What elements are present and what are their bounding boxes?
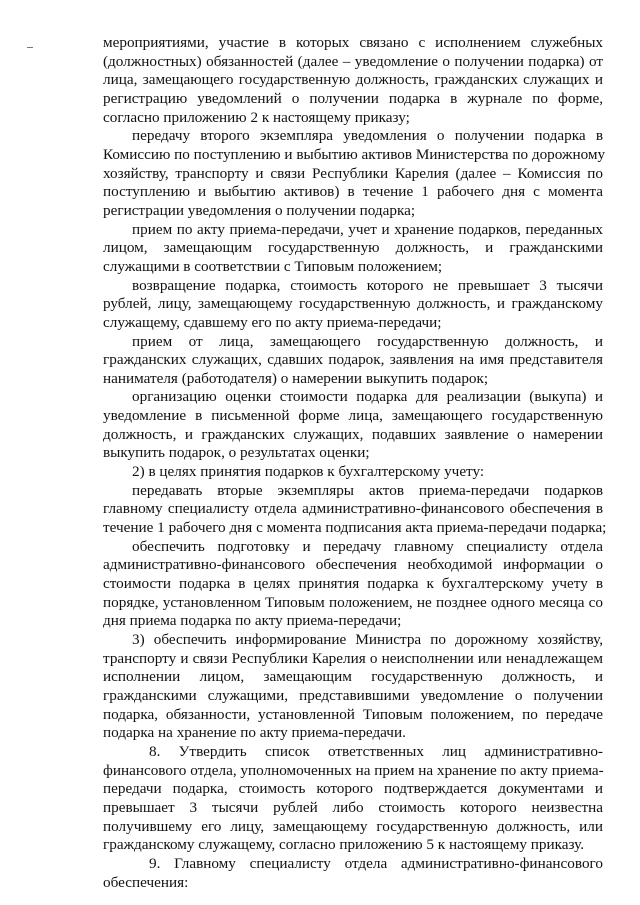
text-line: исполнении лицом, замещающим государственную должность, и xyxy=(103,668,603,686)
text-line: 2) в целях принятия подарков к бухгалтерскому учету: xyxy=(132,463,485,481)
text-line: (должностных) обязанностей (далее – уведомление о получении подарка) от xyxy=(103,52,603,70)
text-line: финансового отдела, уполномоченных на прием на хранение по акту приема- xyxy=(103,761,604,779)
text-line: нанимателя (работодателя) о намерении выкупить подарок; xyxy=(103,369,489,387)
text-line: главному специалисту отдела административно-финансового обеспечения в xyxy=(103,500,603,518)
text-line: стоимости подарка в целях принятия подарка к бухгалтерскому учету в xyxy=(103,575,603,593)
text-line: служащему, сдавшему его по акту приема-передачи; xyxy=(103,313,442,331)
text-line: гражданскими служащими, представившими уведомление о получении xyxy=(103,686,603,704)
text-line: передавать вторые экземпляры актов приема-передачи подарков xyxy=(132,481,603,499)
text-line: регистрации уведомления о получении подарка; xyxy=(103,201,416,219)
document-body xyxy=(103,34,607,892)
text-line: подарка, обязанности, установленной Типовым положением, по передаче xyxy=(103,705,603,723)
text-line: рублей, лицу, замещающему государственную должность, и гражданскому xyxy=(103,295,603,313)
text-line: поступлению и выбытию активов) в течение 1 рабочего дня с момента xyxy=(103,183,603,201)
text-line: дня приема подарка по акту приема-передачи; xyxy=(103,612,402,630)
text-line: согласно приложению 2 к настоящему приказу; xyxy=(103,108,410,126)
text-line: гражданскому служащему, согласно приложению 5 к настоящему приказу. xyxy=(103,836,585,854)
text-line: возвращение подарка, стоимость которого не превышает 3 тысячи xyxy=(132,276,603,294)
text-line: лицом, замещающим государственную должность, и гражданскими xyxy=(103,239,603,257)
text-line: мероприятиями, участие в которых связано с исполнением служебных xyxy=(103,34,603,51)
text-line: 8. Утвердить список ответственных лиц административно- xyxy=(149,742,603,760)
text-line: хозяйству, транспорту и связи Республики Карелия (далее – Комиссия по xyxy=(103,164,603,182)
text-line: служащими в соответствии с Типовым положением; xyxy=(103,257,443,275)
text-line: должность, и гражданских служащих, подавших заявление о намерении xyxy=(103,425,603,443)
text-line: превышает 3 тысячи рублей либо стоимость которого неизвестна xyxy=(103,798,603,816)
text-line: передачи подарка, стоимость которого подтверждается документами и xyxy=(103,780,603,798)
text-line: уведомление в письменной форме лица, замещающего государственную xyxy=(103,407,603,425)
text-line: течение 1 рабочего дня с момента подписания акта приема-передачи подарка; xyxy=(103,519,607,537)
text-line: административно-финансового обеспечения необходимой информации о xyxy=(103,556,603,574)
text-line: прием от лица, замещающего государственную должность, и xyxy=(132,332,603,350)
text-line: получившему его лицу, замещающему государственную должность, или xyxy=(103,817,603,835)
text-line: передачу второго экземпляра уведомления о получении подарка в xyxy=(132,127,603,145)
text-line: регистрацию уведомлений о получении подарка в журнале по форме, xyxy=(103,89,603,107)
text-line: транспорту и связи Республики Карелия о неисполнении или ненадлежащем xyxy=(103,649,603,667)
text-line: обеспечить подготовку и передачу главному специалисту отдела xyxy=(132,537,603,555)
text-line: организацию оценки стоимости подарка для реализации (выкупа) и xyxy=(132,388,603,406)
text-line: гражданских служащих, сдавших подарок, заявления на имя представителя xyxy=(103,351,603,369)
text-line: Комиссию по поступлению и выбытию активов Министерства по дорожному xyxy=(103,145,606,163)
text-line: 9. Главному специалисту отдела административно-финансового xyxy=(149,854,603,872)
text-line: 3) обеспечить информирование Министра по дорожному хозяйству, xyxy=(132,631,603,648)
text-line: прием по акту приема-передачи, учет и хранение подарков, переданных xyxy=(132,220,603,238)
text-line: выкупить подарок, о результатах оценки; xyxy=(103,444,370,462)
text-line: подарка на хранение по акту приема-передачи. xyxy=(103,724,406,742)
text-line: лица, замещающего государственную должность, гражданских служащих и xyxy=(103,71,603,89)
text-line: порядке, установленном Типовым положением, не позднее одного месяца со xyxy=(103,593,603,611)
scan-mark xyxy=(27,47,33,48)
text-line: обеспечения: xyxy=(103,873,189,891)
